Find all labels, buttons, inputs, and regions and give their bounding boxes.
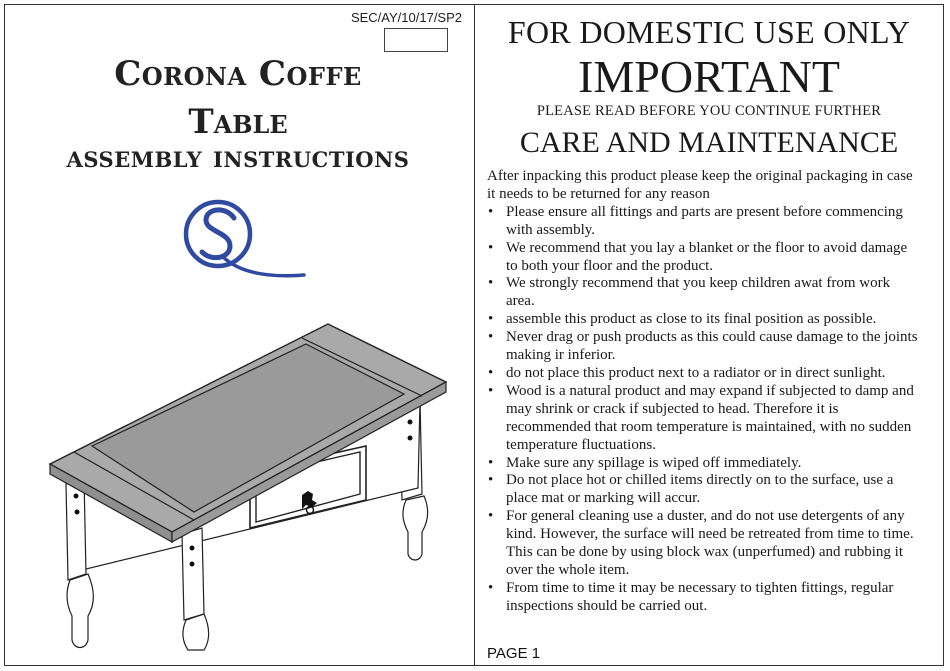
list-item: • Do not place hot or chilled items directly on to the surface, use a place mat or marking will accur. xyxy=(488,472,894,507)
list-item: • Please ensure all fittings and parts are present before commencing with assembly. xyxy=(488,203,903,238)
list-item: • From time to time it may be necessary to tighten fittings, regular inspections should be carried out. xyxy=(488,579,894,614)
important-heading: IMPORTANT xyxy=(578,51,840,102)
domestic-use-heading: FOR DOMESTIC USE ONLY xyxy=(507,14,911,50)
list-item: • Make sure any spillage is wiped off immediately. xyxy=(488,454,802,471)
intro-paragraph: After inpacking this product please keep the original packaging in case it needs to be returned for any reason xyxy=(487,168,913,202)
list-item: • Wood is a natural product and may expand if subjected to damp and may shrink or crack if subjected to head. Therefore it is recommended that room temperature is maintained, with no sudden temperature fluctuations. xyxy=(488,382,914,453)
page-number: PAGE 1 xyxy=(487,645,541,662)
column-divider xyxy=(474,4,475,666)
list-item: • We strongly recommend that you keep children awat from work area. xyxy=(488,275,891,310)
coffee-table-with-drawer-illustration xyxy=(44,318,464,652)
list-item: • do not place this product next to a radiator or in direct sunlight. xyxy=(488,364,886,381)
title-line-1: Corona Coffe xyxy=(114,54,362,94)
list-item: • For general cleaning use a duster, and do not use detergents of any kind. However, the surface will need be retreated from time to time. This can be done by using block wax (unperfumed) and rubbing it over the whole item. xyxy=(488,508,914,578)
title-line-3: assembly instructions xyxy=(66,140,410,175)
care-instructions xyxy=(487,168,919,616)
care-maintenance-heading: CARE AND MAINTENANCE xyxy=(519,126,899,159)
list-item: • Never drag or push products as this could cause damage to the joints making ir inferior. xyxy=(488,329,918,364)
title-line-2: Table xyxy=(188,102,288,142)
code-box xyxy=(384,28,448,52)
sq-monogram-logo-icon xyxy=(182,198,308,280)
list-item: • We recommend that you lay a blanket or the floor to avoid damage to both your floor and the product. xyxy=(488,239,908,274)
instructions-list xyxy=(487,204,919,616)
read-before-subheading: PLEASE READ BEFORE YOU CONTINUE FURTHER xyxy=(536,103,882,119)
list-item: • assemble this product as close to its final position as possible. xyxy=(488,311,877,328)
product-code: SEC/AY/10/17/SP2 xyxy=(350,10,462,25)
